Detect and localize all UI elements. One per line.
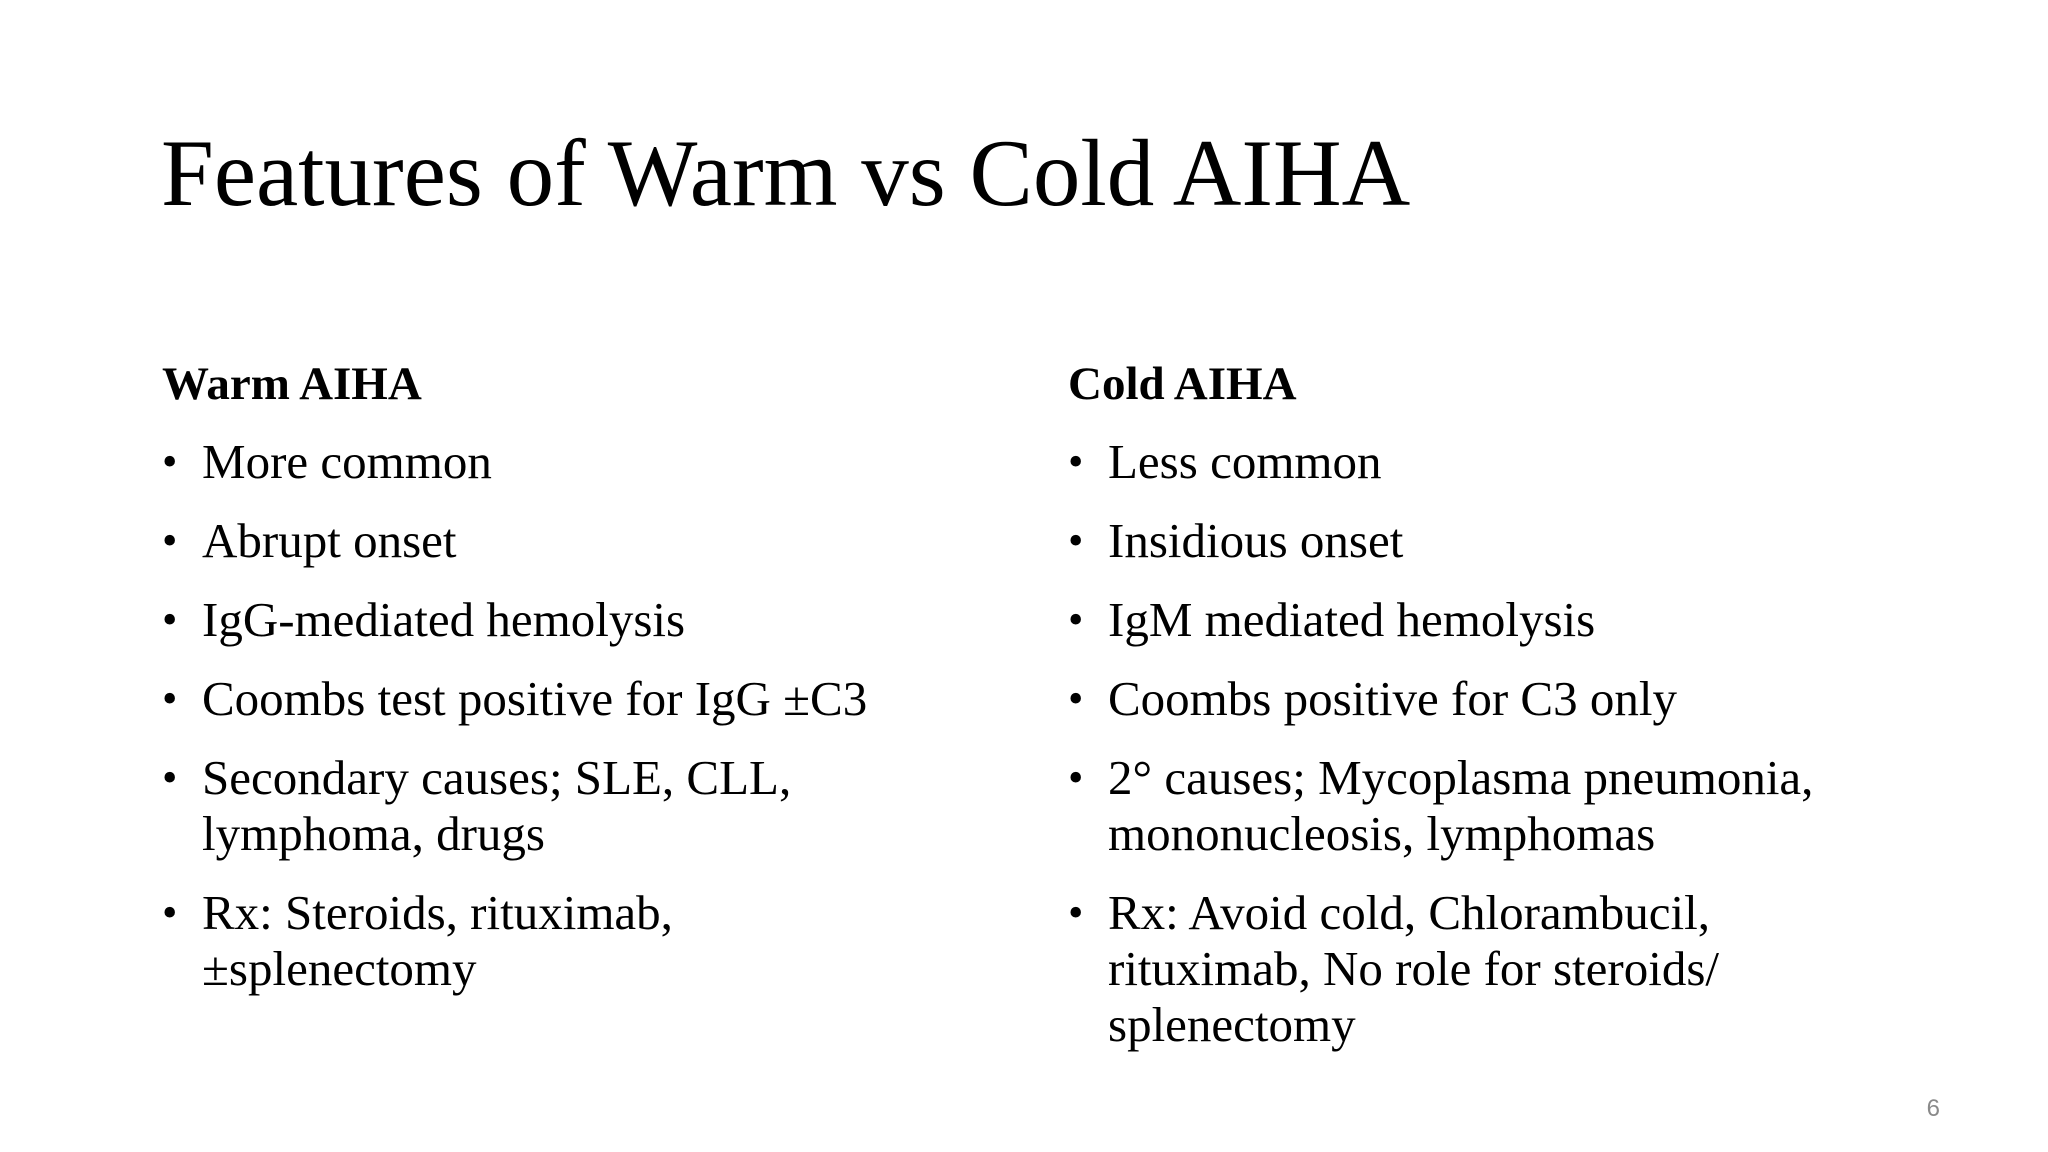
bullet-icon: • — [1068, 674, 1084, 723]
list-item-text: Less common — [1108, 434, 1382, 489]
bullet-icon: • — [162, 516, 178, 565]
list-item — [162, 885, 792, 997]
cold-aiha-list — [1068, 434, 1928, 1053]
bullet-icon: • — [162, 674, 178, 723]
list-item — [1068, 592, 1908, 648]
bullet-icon: • — [1068, 888, 1084, 937]
bullet-icon: • — [162, 888, 178, 937]
list-item-text: Coombs test positive for IgG ±C3 — [202, 671, 868, 726]
cold-aiha-heading: Cold AIHA — [1068, 358, 1297, 410]
bullet-icon: • — [1068, 753, 1084, 802]
warm-aiha-list — [162, 434, 1022, 997]
list-item — [162, 671, 1002, 727]
page-number: 6 — [1926, 1095, 1940, 1122]
warm-aiha-column — [162, 356, 1022, 1020]
list-item-text: More common — [202, 434, 492, 489]
list-item-text: Secondary causes; SLE, CLL, lymphoma, drugs — [202, 750, 792, 861]
list-item-text: IgM mediated hemolysis — [1108, 592, 1596, 647]
bullet-icon: • — [1068, 516, 1084, 565]
bullet-icon: • — [1068, 437, 1084, 486]
bullet-icon: • — [162, 753, 178, 802]
slide-title: Features of Warm vs Cold AIHA — [161, 120, 1411, 226]
list-item — [162, 513, 902, 569]
list-item — [162, 434, 902, 490]
bullet-icon: • — [162, 437, 178, 486]
list-item — [1068, 750, 1928, 862]
warm-aiha-heading: Warm AIHA — [162, 358, 422, 410]
list-item-text: Abrupt onset — [202, 513, 457, 568]
list-item — [1068, 885, 1808, 1053]
list-item — [1068, 671, 1908, 727]
list-item — [1068, 434, 1908, 490]
list-item-text: IgG-mediated hemolysis — [202, 592, 686, 647]
cold-aiha-column — [1068, 356, 1928, 1076]
list-item-text: Rx: Avoid cold, Chlorambucil, rituximab, No role for steroids/ splenectomy — [1108, 885, 1720, 1052]
bullet-icon: • — [1068, 595, 1084, 644]
list-item-text: 2° causes; Mycoplasma pneumonia, mononucleosis, lymphomas — [1108, 750, 1814, 861]
list-item — [162, 592, 902, 648]
list-item — [162, 750, 882, 862]
list-item — [1068, 513, 1908, 569]
list-item-text: Coombs positive for C3 only — [1108, 671, 1677, 726]
list-item-text: Rx: Steroids, rituximab, ±splenectomy — [202, 885, 673, 996]
list-item-text: Insidious onset — [1108, 513, 1404, 568]
bullet-icon: • — [162, 595, 178, 644]
